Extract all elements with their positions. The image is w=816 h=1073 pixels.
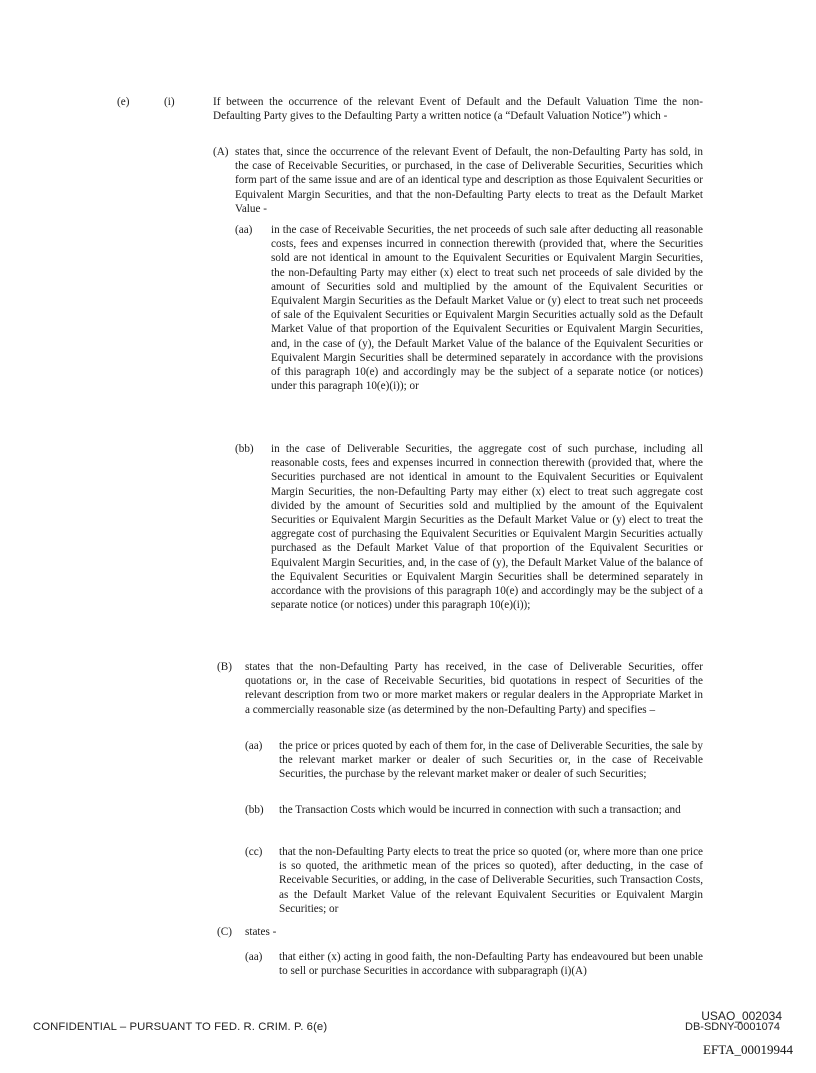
label-B: (B): [217, 661, 232, 673]
label-A-bb: (bb): [235, 443, 254, 455]
paragraph-C: states -: [245, 926, 277, 938]
label-C: (C): [217, 926, 232, 938]
paragraph-B: states that the non-Defaulting Party has received, in the case of Deliverable Securities, offer quotations or, in the case of Receivable Securities, bid quotations in respect of Securities of the relevant description from two or more market makers or regular dealers in the Appropriate Market in a commercially reasonable size (as determined by the non-Defaulting Party) and specifies –: [245, 661, 703, 716]
paragraph-B-bb: the Transaction Costs which would be incurred in connection with such a transaction; and: [279, 804, 681, 816]
label-A-aa: (aa): [235, 224, 253, 236]
paragraph-A-bb: in the case of Deliverable Securities, the aggregate cost of such purchase, including all reasonable costs, fees and expenses incurred in connection therewith (provided that, where the Securities purchased are not identical in amount to the Equivalent Securities or Equivalent Margin Securities, the non-Defaulting Party may either (x) elect to treat such aggregate cost divided by the amount of Securities sold and multiplied by the amount of the Equivalent Securities or Equivalent Margin Securities as the Default Market Value or (y) elect to treat the aggregate cost of purchasing the Equivalent Securities or Equivalent Margin Securities actually purchased as the Default Market Value of that proportion of the Equivalent Securities or Equivalent Margin Securities, and, in the case of (y), the Default Market Value of the balance of the Equivalent Securities or Equivalent Margin Securities shall be determined separately in accordance with the provisions of this paragraph 10(e) and accordingly may be the subject of a separate notice (or notices) under this paragraph 10(e)(i));: [271, 443, 703, 612]
label-B-aa: (aa): [245, 740, 263, 752]
paragraph-B-cc: that the non-Defaulting Party elects to treat the price so quoted (or, where more than one price is so quoted, the arithmetic mean of the prices so quoted), after deducting, in the case of Receivable Securities, or adding, in the case of Deliverable Securities, such Transaction Costs, as the Default Market Value of the relevant Equivalent Securities or Equivalent Margin Securities; or: [279, 846, 703, 915]
intro-paragraph: If between the occurrence of the relevant Event of Default and the Default Valuation Time the non-Defaulting Party gives to the Defaulting Party a written notice (a “Default Valuation Notice”) which -: [213, 96, 703, 123]
label-B-cc: (cc): [245, 846, 263, 858]
label-B-bb: (bb): [245, 804, 264, 816]
bates-efta: EFTA_00019944: [703, 1042, 793, 1057]
label-C-aa: (aa): [245, 951, 263, 963]
paragraph-A: states that, since the occurrence of the relevant Event of Default, the non-Defaulting Party has sold, in the case of Receivable Securities, or purchased, in the case of Deliverable Securities, Securities which form part of the same issue and are of an identical type and description as those Equivalent Securities or Equivalent Margin Securities, and that the non-Defaulting Party elects to treat as the Default Market Value -: [235, 146, 703, 215]
bates-db-sdny: DB-SDNY-0001074: [685, 1021, 780, 1033]
bates-usao: USAO_002034: [701, 1009, 782, 1023]
label-A: (A): [213, 146, 229, 158]
label-e: (e): [117, 96, 130, 108]
label-i: (i): [164, 96, 175, 108]
paragraph-B-aa: the price or prices quoted by each of them for, in the case of Deliverable Securities, the sale by the relevant market marker or dealer of such Securities or, in the case of Receivable Securities, the purchase by the relevant market maker or dealer of such Securities;: [279, 740, 703, 781]
paragraph-C-aa: that either (x) acting in good faith, the non-Defaulting Party has endeavoured but been unable to sell or purchase Securities in accordance with subparagraph (i)(A): [279, 951, 703, 978]
confidential-notice: CONFIDENTIAL – PURSUANT TO FED. R. CRIM. P. 6(e): [33, 1021, 328, 1033]
paragraph-A-aa: in the case of Receivable Securities, the net proceeds of such sale after deducting all reasonable costs, fees and expenses incurred in connection therewith (provided that, where the Securities sold are not identical in amount to the Equivalent Securities or Equivalent Margin Securities, the non-Defaulting Party may either (x) elect to treat such net proceeds of sale divided by the amount of Securities sold and multiplied by the amount of the Equivalent Securities or Equivalent Margin Securities as the Default Market Value or (y) elect to treat such net proceeds of sale of the Equivalent Securities or Equivalent Margin Securities actually sold as the Default Market Value of that proportion of the Equivalent Securities or Equivalent Margin Securities, and, in the case of (y), the Default Market Value of the balance of the Equivalent Securities or Equivalent Margin Securities shall be determined separately in accordance with the provisions of this paragraph 10(e) and accordingly may be the subject of a separate notice (or notices) under this paragraph 10(e)(i)); or: [271, 224, 703, 393]
